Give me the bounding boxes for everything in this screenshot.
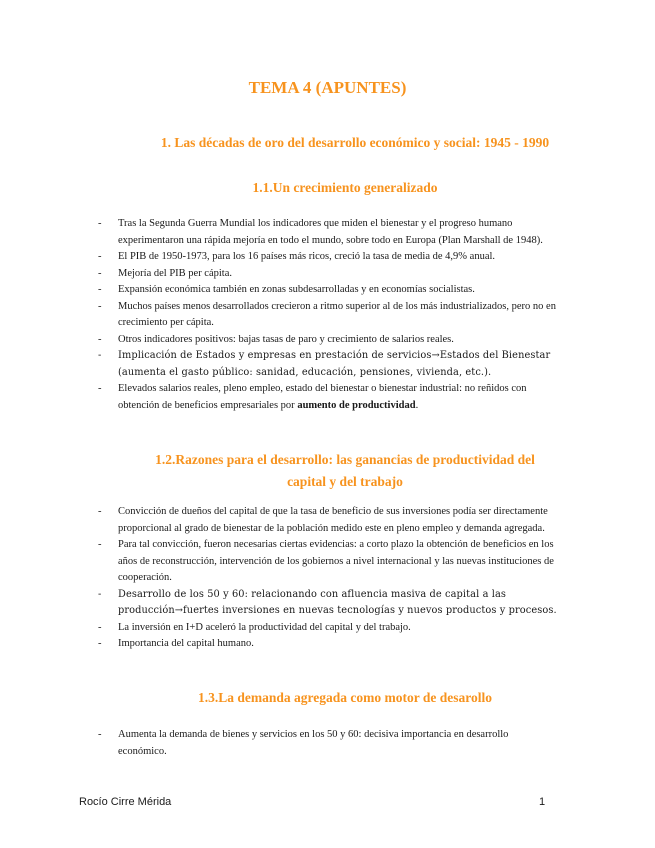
footer-page-number: 1	[539, 796, 546, 808]
bold-term: aumento de productividad	[297, 399, 416, 411]
subsection-1-2-heading: 1.2.Razones para el desarrollo: las ganancias de productividad del capital y del trabajo	[155, 452, 535, 489]
list-item: - Muchos países menos desarrollados crecieron a ritmo superior al de los más industrializados, pero no en crecimiento per cápita.	[98, 300, 556, 328]
list-item: - El PIB de 1950-1973, para los 16 países más ricos, creció la tasa de media de 4,9% anual.	[98, 251, 496, 262]
footer-author: Rocío Cirre Mérida	[79, 796, 172, 808]
subsection-1-1-list	[98, 216, 558, 414]
list-item: - Importancia del capital humano.	[98, 638, 254, 649]
document-title: TEMA 4 (APUNTES)	[248, 78, 407, 97]
subsection-1-3-heading: 1.3.La demanda agregada como motor de desarollo	[198, 690, 492, 705]
list-item: - Convicción de dueños del capital de que la tasa de beneficio de sus inversiones podía ser directamente proporcional al grado de bienestar de la población medido este en pleno empleo y demanda agregada.	[98, 506, 548, 534]
section-1-heading: 1. Las décadas de oro del desarrollo económico y social: 1945 - 1990	[160, 135, 550, 150]
list-item: - La inversión en I+D aceleró la productividad del capital y del trabajo.	[98, 621, 411, 633]
subsection-1-1-heading: 1.1.Un crecimiento generalizado	[252, 180, 438, 195]
list-item: - Mejoría del PIB per cápita.	[98, 267, 233, 279]
list-item: - Tras la Segunda Guerra Mundial los indicadores que miden el bienestar y el progreso humano experimentaron una rápida mejoría en todo el mundo, sobre todo en Europa (Plan Marshall de 1948).	[98, 218, 543, 246]
list-item: - Elevados salarios reales, pleno empleo, estado del bienestar o bienestar industrial: no reñidos con obtención de beneficios empresariales por aumento de productividad.	[98, 383, 527, 411]
subsection-1-2-list	[98, 504, 558, 653]
list-item: - Implicación de Estados y empresas en prestación de servicios→Estados del Bienestar (aumenta el gasto público: sanidad, educación, pensiones, vivienda, etc.).	[98, 350, 551, 378]
list-item: - Otros indicadores positivos: bajas tasas de paro y crecimiento de salarios reales.	[98, 333, 454, 345]
list-item: - Desarrollo de los 50 y 60: relacionando con afluencia masiva de capital a las producción→fuertes inversiones en nuevas tecnologías y nuevos productos y procesos.	[98, 588, 557, 616]
list-item: - Para tal convicción, fueron necesarias ciertas evidencias: a corto plazo la obtención de beneficios en los años de reconstrucción, intervención de los gobiernos a nivel internacional y las nuevas instituciones de cooperación.	[98, 539, 554, 583]
list-item: - Expansión económica también en zonas subdesarrolladas y en economías socialistas.	[98, 284, 475, 295]
subsection-1-3-list	[98, 727, 558, 760]
list-item: - Aumenta la demanda de bienes y servicios en los 50 y 60: decisiva importancia en desarrollo económico.	[98, 729, 509, 757]
